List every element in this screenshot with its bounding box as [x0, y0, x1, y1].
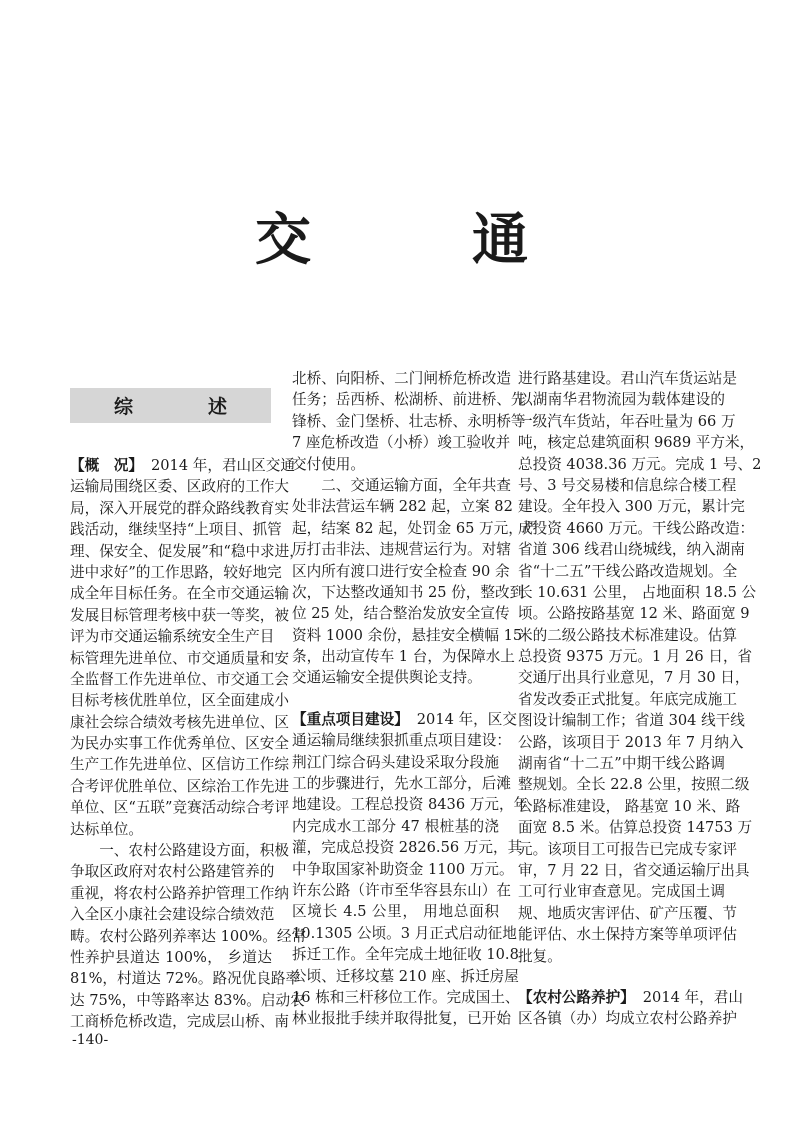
line-text: 16 栋和三杆移位工作。完成国土、	[292, 988, 520, 1006]
line-text: 建设。全年投入 300 万元，累计完	[518, 498, 745, 516]
line-text: 位 25 处，结合整治发放安全宣传	[292, 605, 510, 623]
text-line	[70, 605, 289, 626]
text-line	[292, 561, 510, 582]
line-text: 公路，该项目于 2013 年 7 月纳入	[518, 733, 744, 751]
line-text: 地建设。工程总投资 8436 万元，年	[292, 796, 529, 814]
line-text: 规、地质灾害评估、矿产压覆、节	[518, 904, 737, 922]
text-line	[518, 432, 755, 453]
line-text: 一、农村公路建设方面，积极	[99, 842, 289, 860]
line-text: 湖南省“十二五”中期干线公路调	[518, 755, 725, 773]
text-line	[292, 880, 511, 901]
line-text: 整规划。全长 22.8 公里，按照二级	[518, 776, 750, 794]
text-line	[292, 432, 511, 453]
text-line	[70, 712, 289, 733]
text-line	[292, 389, 526, 410]
text-line	[70, 626, 275, 647]
line-text: 长 10.631 公里， 占地面积 18.5 公	[518, 583, 757, 601]
text-line	[292, 709, 517, 730]
text-line	[518, 518, 755, 539]
line-text: 7 座危桥改造（小桥）竣工验收并	[292, 434, 511, 452]
line-text: 能评估、水土保持方案等单项评估	[518, 926, 737, 944]
line-text: 通运输局继续狠抓重点项目建设：	[292, 732, 511, 750]
line-text: 吨，核定总建筑面积 9689 平方米，	[518, 434, 755, 452]
text-line	[292, 368, 511, 389]
line-text: 总投资 9375 万元。1 月 26 日，省	[518, 648, 753, 666]
line-text: 发展目标管理考核中获一等奖，被	[70, 606, 289, 624]
text-line	[70, 455, 295, 476]
line-text: 成投资 4660 万元。干线公路改造：	[518, 519, 755, 537]
text-line	[292, 752, 499, 773]
section-heading	[70, 388, 271, 423]
text-line	[292, 923, 517, 944]
text-line	[518, 389, 725, 410]
text-column-1	[70, 455, 307, 1033]
text-line	[70, 648, 289, 669]
line-text: 成全年目标任务。在全市交通运输	[70, 585, 289, 603]
text-line	[518, 646, 753, 667]
line-text: 米的二级公路技术标准建设。估算	[518, 626, 737, 644]
text-column-2	[292, 368, 538, 1030]
text-line	[518, 539, 745, 560]
line-text: 工的步骤进行，先水工部分，后滩	[292, 775, 511, 793]
text-line	[292, 859, 514, 880]
text-line	[70, 690, 289, 711]
text-column-3	[518, 368, 762, 1030]
text-line	[292, 454, 499, 475]
text-line	[518, 796, 741, 817]
line-text: 进中求好”的工作思路，较好地完	[70, 563, 282, 581]
text-line	[70, 541, 304, 562]
paragraph	[292, 475, 538, 689]
text-line	[518, 987, 743, 1008]
paragraph	[292, 709, 529, 1030]
line-text: 省发改委正式批复。年底完成施工	[518, 690, 737, 708]
text-line	[518, 860, 750, 881]
text-line	[70, 840, 289, 861]
text-line	[70, 797, 290, 818]
text-line	[518, 710, 745, 731]
text-line	[518, 817, 753, 838]
line-text: 面宽 8.5 米。估算总投资 14753 万	[518, 819, 753, 837]
text-line	[518, 774, 750, 795]
text-line	[518, 1008, 737, 1029]
line-text: 入全区小康社会建设综合绩效范	[70, 906, 275, 924]
line-text: 中争取国家补助资金 1100 万元。	[292, 860, 514, 878]
line-text: 畴。农村公路列养率达 100%。经常	[70, 927, 307, 945]
line-text: 厉打击非法、违规营运行为。对辖	[292, 541, 511, 559]
text-line	[292, 730, 511, 751]
line-text: 争取区政府对农村公路建管养的	[70, 863, 275, 881]
text-line	[292, 603, 510, 624]
paragraph	[70, 455, 304, 840]
line-text: 性养护县道达 100%， 乡道达	[70, 948, 272, 966]
text-line	[518, 475, 737, 496]
text-line	[70, 861, 275, 882]
text-line	[70, 776, 289, 797]
line-text: 践活动，继续坚持“上项目、抓管	[70, 521, 282, 539]
line-text: 交付使用。	[292, 455, 365, 473]
line-text: 批复。	[518, 947, 562, 965]
line-text: 2014 年，君山	[642, 988, 743, 1006]
line-text: 图设计编制工作；省道 304 线干线	[518, 712, 745, 730]
text-line	[70, 498, 289, 519]
paragraph	[518, 987, 743, 1030]
text-line	[518, 454, 762, 475]
line-text: 达 75%，中等路率达 83%。启动农	[70, 991, 305, 1009]
line-text: 灌，完成总投资 2826.56 万元，其	[292, 839, 523, 857]
page-title-char-1: 交	[255, 207, 311, 273]
line-text: 2014 年，君山区交通	[150, 457, 295, 474]
text-line	[518, 603, 750, 624]
text-line	[518, 732, 744, 753]
text-line	[518, 368, 737, 389]
line-text: 起，结案 82 起，处罚金 65 万元，严	[292, 519, 538, 537]
text-line	[518, 625, 737, 646]
line-text: 合考评优胜单位、区综治工作先进	[70, 777, 289, 795]
line-text: 省“十二五”干线公路改造规划。全	[518, 562, 738, 580]
line-text: 工可行业审查意见。完成国土调	[518, 883, 725, 901]
line-text: 交通厅出具行业意见，7 月 30 日，	[518, 669, 750, 687]
paragraph	[518, 368, 762, 967]
line-text: 省道 306 线君山绕城线，纳入湖南	[518, 541, 745, 559]
line-text: 理、保安全、促发展”和“稳中求进，	[70, 542, 304, 560]
text-line	[292, 411, 526, 432]
line-text: 区境长 4.5 公里， 用地总面积	[292, 903, 499, 921]
text-line	[70, 990, 305, 1011]
line-text: 评为市交通运输系统安全生产目	[70, 628, 275, 646]
line-text: 单位、区“五联”竞赛活动综合考评	[70, 799, 290, 817]
line-text: 公路标准建设， 路基宽 10 米、路	[518, 797, 741, 815]
text-line	[292, 518, 538, 539]
section-heading-text: 综 述	[113, 396, 255, 418]
line-text: 许东公路（许市至华容县东山）在	[292, 881, 511, 899]
paragraph-heading: 【概 况】	[70, 457, 143, 474]
text-line	[518, 496, 745, 517]
line-text: 次，下达整改通知书 25 份，整改到	[292, 583, 525, 601]
text-line	[292, 646, 515, 667]
line-text: 重视，将农村公路养护管理工作纳	[70, 884, 289, 902]
paragraph-heading: 【农村公路养护】	[518, 988, 635, 1006]
text-line	[292, 966, 519, 987]
paragraph	[70, 840, 307, 1033]
line-text: 目标考核优胜单位，区全面建成小	[70, 692, 289, 710]
line-text: 为民办实事工作优秀单位、区安全	[70, 735, 289, 753]
text-line	[70, 519, 282, 540]
line-text: 生产工作先进单位、区信访工作综	[70, 756, 289, 774]
text-line	[70, 883, 289, 904]
line-text: 处非法营运车辆 282 起，立案 82	[292, 498, 513, 516]
line-text: 任务；岳西桥、松湖桥、前进桥、先	[292, 391, 526, 409]
line-text: 林业报批手续并取得批复，已开始	[292, 1010, 511, 1028]
text-line	[518, 561, 738, 582]
line-text: 审，7 月 22 日，省交通运输厅出具	[518, 861, 750, 879]
line-text: 拆迁工作。全年完成土地征收 10.8	[292, 946, 519, 964]
text-line	[70, 968, 301, 989]
line-text: 10.1305 公顷。3 月正式启动征地	[292, 924, 517, 942]
line-text: 内完成水工部分 47 根桩基的浇	[292, 817, 499, 835]
text-line	[518, 839, 737, 860]
line-text: 锋桥、金门堡桥、壮志桥、永明桥等	[292, 412, 526, 430]
text-line	[70, 476, 289, 497]
line-text: 康社会综合绩效考核先进单位、区	[70, 713, 289, 731]
text-line	[518, 582, 757, 603]
page-number: -140-	[72, 1032, 109, 1048]
text-line	[518, 753, 725, 774]
page-title-char-2: 通	[472, 207, 528, 273]
line-text: 全监督工作先进单位、市交通工会	[70, 670, 289, 688]
text-line	[70, 562, 282, 583]
text-line	[70, 583, 289, 604]
text-line	[292, 837, 523, 858]
text-line	[292, 582, 525, 603]
text-line	[70, 733, 289, 754]
text-line	[518, 689, 737, 710]
line-text: 总投资 4038.36 万元。完成 1 号、2	[518, 455, 762, 473]
line-text: 二、交通运输方面，全年共查	[321, 476, 511, 494]
line-text: 区各镇（办）均成立农村公路养护	[518, 1010, 737, 1028]
text-line	[292, 944, 519, 965]
text-line	[292, 794, 529, 815]
text-line	[70, 904, 275, 925]
line-text: 标管理先进单位、市交通质量和安	[70, 649, 289, 667]
text-line	[292, 1008, 511, 1029]
text-line	[518, 946, 725, 967]
text-line	[70, 1011, 289, 1032]
text-line	[292, 667, 499, 688]
paragraph	[292, 368, 526, 475]
line-text: 荆江门综合码头建设采取分段施	[292, 753, 499, 771]
line-text: 交通运输安全提供舆论支持。	[292, 669, 482, 687]
text-line	[292, 987, 520, 1008]
line-text: 一级汽车货站，年吞吐量为 66 万	[518, 412, 736, 430]
line-text: 顷。公路按路基宽 12 米、路面宽 9	[518, 605, 750, 623]
line-text: 北桥、向阳桥、二门闸桥危桥改造	[292, 370, 511, 387]
line-text: 局，深入开展党的群众路线教育实	[70, 499, 289, 517]
text-line	[292, 773, 511, 794]
line-text: 运输局围绕区委、区政府的工作大	[70, 478, 289, 496]
text-line	[292, 625, 523, 646]
text-line	[292, 901, 499, 922]
text-line	[518, 667, 750, 688]
line-text: 81%，村道达 72%。路况优良路率	[70, 970, 301, 988]
line-text: 元。该项目工可报告已完成专家评	[518, 840, 737, 858]
text-line	[518, 881, 725, 902]
text-line	[70, 819, 272, 840]
text-line	[518, 411, 736, 432]
line-text: 以湖南华君物流园为载体建设的	[518, 391, 725, 409]
line-text: 号、3 号交易楼和信息综合楼工程	[518, 476, 737, 494]
line-text: 达标单位。	[70, 820, 143, 838]
line-text: 2014 年，区交	[416, 710, 517, 728]
text-line	[70, 926, 307, 947]
line-text: 工商桥危桥改造，完成层山桥、南	[70, 1013, 289, 1031]
line-text: 区内所有渡口进行安全检查 90 余	[292, 562, 510, 580]
text-line	[70, 947, 272, 968]
line-text: 进行路基建设。君山汽车货运站是	[518, 370, 737, 387]
text-line	[518, 903, 737, 924]
text-line	[292, 816, 499, 837]
text-line	[292, 475, 511, 496]
line-text: 资料 1000 余份，悬挂安全横幅 15	[292, 626, 523, 644]
text-line	[292, 496, 513, 517]
text-line	[70, 754, 289, 775]
text-line	[292, 539, 511, 560]
paragraph-heading: 【重点项目建设】	[292, 710, 409, 728]
line-text: 公顷、迁移坟墓 210 座、拆迁房屋	[292, 967, 519, 985]
text-line	[518, 924, 737, 945]
text-line	[70, 669, 289, 690]
line-text: 条，出动宣传车 1 台，为保障水上	[292, 648, 515, 666]
